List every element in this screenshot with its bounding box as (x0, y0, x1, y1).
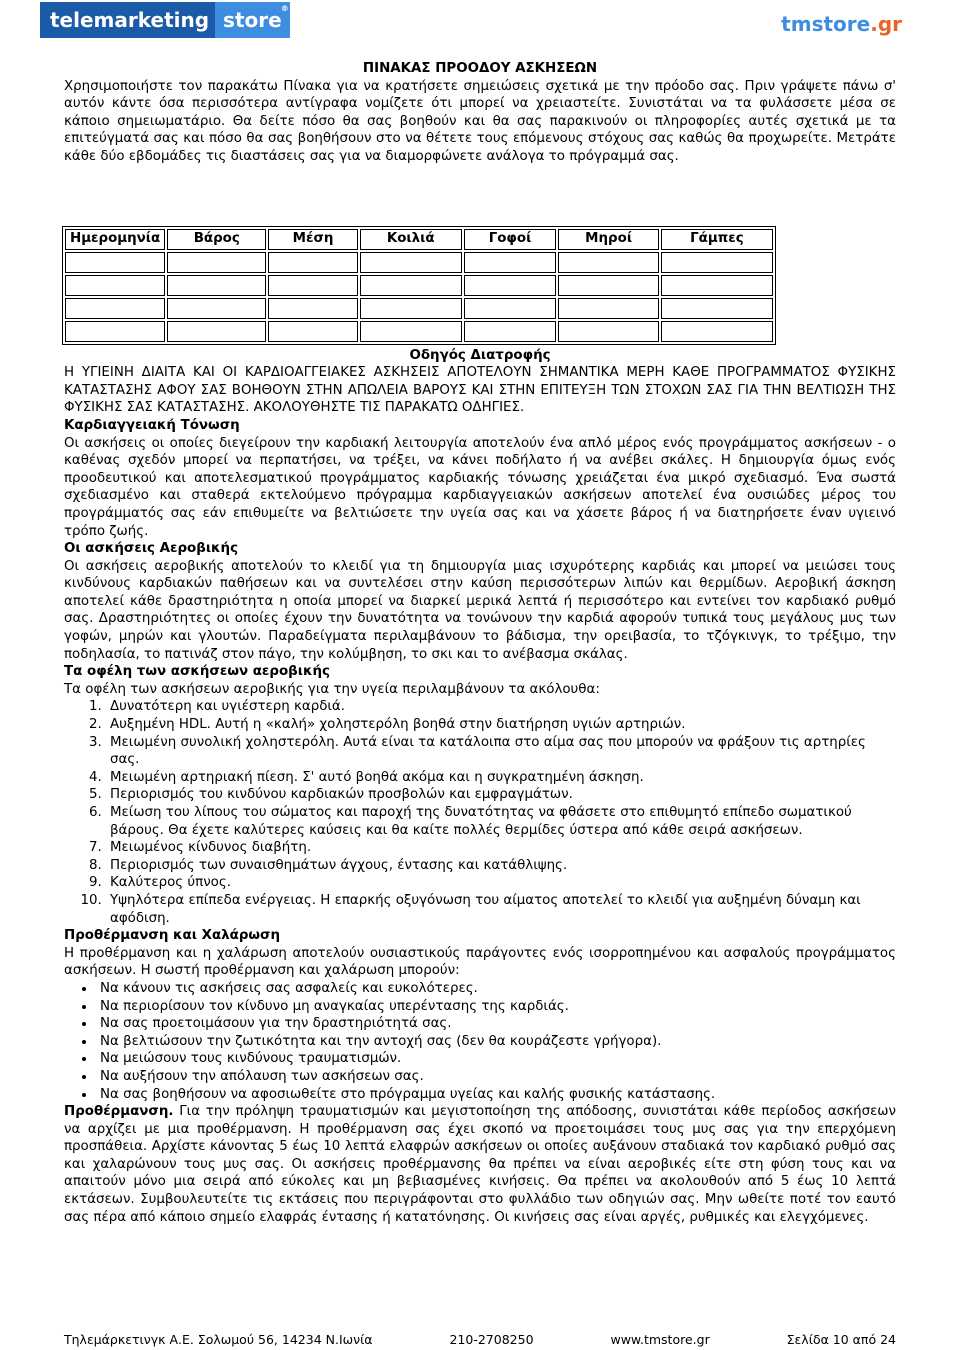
footer-website[interactable]: www.tmstore.gr (610, 1332, 710, 1347)
list-item: • Να σας βοηθήσουν να αφοσιωθείτε στο πρόγραμμα υγείας και καλής φυσικής κατάστασης. (96, 1086, 896, 1104)
document-body (64, 60, 896, 1226)
footer-company: Τηλεμάρκετινγκ Α.Ε. Σολωμού 56, 14234 Ν.Ιωνία (64, 1332, 373, 1347)
aerobic-heading: Οι ασκήσεις Αεροβικής (64, 541, 239, 557)
warmup-heading: Προθέρμανση και Χαλάρωση (64, 928, 281, 944)
col-belly: Κοιλιά (360, 229, 462, 250)
table-row (65, 252, 773, 273)
list-item: • Να κάνουν τις ασκήσεις σας ασφαλείς και ευκολότερες. (96, 980, 896, 998)
guide-title: Οδηγός Διατροφής (409, 347, 551, 363)
footer-page-number: Σελίδα 10 από 24 (786, 1332, 896, 1347)
table-cell[interactable] (558, 275, 658, 296)
list-item: 5. Περιορισμός του κινδύνου καρδιακών προσβολών και εμφραγμάτων. (106, 786, 896, 804)
col-date: Ημερομηνία (65, 229, 165, 250)
table-cell[interactable] (360, 298, 462, 319)
table-cell[interactable] (65, 298, 165, 319)
table-cell[interactable] (464, 298, 557, 319)
table-cell[interactable] (268, 321, 358, 342)
list-item: 9. Καλύτερος ύπνος. (106, 874, 896, 892)
list-item: 4. Μειωμένη αρτηριακή πίεση. Σ' αυτό βοηθά ακόμα και η συγκρατημένη άσκηση. (106, 769, 896, 787)
list-item: • Να σας προετοιμάσουν για την δραστηριότητά σας. (96, 1015, 896, 1033)
table-header-row (65, 229, 773, 250)
list-item: 7. Μειωμένος κίνδυνος διαβήτη. (106, 839, 896, 857)
list-item: • Να περιορίσουν τον κίνδυνο μη αναγκαίας υπερέντασης της καρδιάς. (96, 998, 896, 1016)
table-cell[interactable] (268, 252, 358, 273)
table-cell[interactable] (268, 298, 358, 319)
table-cell[interactable] (661, 321, 773, 342)
table-cell[interactable] (65, 252, 165, 273)
warmup-intro: Η προθέρμανση και η χαλάρωση αποτελούν ουσιαστικούς παράγοντες ενός ισορροπημένου και ασφαλούς προγράμματος ασκήσεων. Η σωστή προθέρμανση και χαλάρωση μπορούν: (64, 945, 896, 979)
footer-phone: 210-2708250 (449, 1332, 534, 1347)
cardio-heading: Καρδιαγγειακή Τόνωση (64, 417, 240, 433)
site-url-main: tmstore (781, 12, 871, 36)
col-hips: Γοφοί (464, 229, 557, 250)
table-cell[interactable] (558, 252, 658, 273)
list-item: • Να αυξήσουν την απόλαυση των ασκήσεων σας. (96, 1068, 896, 1086)
table-cell[interactable] (661, 298, 773, 319)
cardio-text: Οι ασκήσεις οι οποίες διεγείρουν την καρδιακή λειτουργία αποτελούν ένα απλό μέρος ενός προγράμματος ασκήσεων - ο καθένας σχεδόν μπορεί να περπατήσει, να τρέξει, να κάνει ποδήλατο ή να ανέβει σκάλες. Η δημιουργία όμως ενός προοδευτικού και αποτελεσματικού προγράμματος καρδιακής τόνωσης χρειάζεται ένα μικρό σχεδιασμό. Ένα σωστά σχεδιασμένο και σταθερά εκτελούμενο πρόγραμμα καρδιαγγειακών ασκήσεων αποτελεί ένα ουσιώδες μέρος του προγράμματός σας εάν επιθυμείτε να βελτιώσετε την υγεία σας και να χάσετε βάρος ή να διατηρήσετε έναν υγιεινό τρόπο ζωής. (64, 435, 896, 539)
benefits-intro: Τα οφέλη των ασκήσεων αεροβικής για την υγεία περιλαμβάνουν τα ακόλουθα: (64, 681, 600, 697)
list-item: 10. Υψηλότερα επίπεδα ενέργειας. Η επαρκής οξυγόνωση του αίματος αποτελεί το κλειδί για αυξημένη δύναμη και αφόδιση. (106, 892, 896, 927)
table-cell[interactable] (268, 275, 358, 296)
table-cell[interactable] (558, 321, 658, 342)
intro-paragraph: Χρησιμοποιήστε τον παρακάτω Πίνακα για να κρατήσετε σημειώσεις σχετικά με την πρόοδο σας. Πριν γράψετε πάνω σ' αυτόν κάντε όσα περισσότερα αντίγραφα νομίζετε ότι μπορεί να χρειαστείτε. Συνιστάται να τα φυλάσσετε μέσα σε κάποιο σημειωματάριο. Θα δείτε πόσο θα σας βοηθούν και θα σας παρακινούν οι πληροφορίες αυτές σχετικά με τα επιτεύγματά σας και πόσο θα σας βοηθήσουν στο να θέτετε τους επόμενους στόχους σας καθώς θα προχωρείτε. Μετράτε κάθε δύο εβδομάδες τις διαστάσεις σας για να διαμορφώνετε ανάλογα το πρόγραμμά σας. (64, 78, 896, 164)
page-footer (64, 1332, 896, 1347)
table-row (65, 298, 773, 319)
aerobic-text: Οι ασκήσεις αεροβικής αποτελούν το κλειδί για τη δημιουργία μιας ισχυρότερης καρδιάς και μπορεί να μειώσει τους κινδύνους καρδιακών παθήσεων και να συντελέσει στην καύση περισσότερων λιπών και θερμίδων. Αεροβική άσκηση αποτελεί κάθε δραστηριότητα η οποία μπορεί να διαρκεί μερικά λεπτά ή περισσότερο και εντείνει τον καρδιακό ρυθμό σας. Δραστηριότητες οι οποίες έχουν την δυνατότητα να τονώνουν την καρδιά αφορούν τυπικά τους μεγάλους μυς των γοφών, μηρών και γλουτών. Παραδείγματα περιλαμβάνουν το βάδισμα, την ορειβασία, το τζόγκινγκ, το τρέξιμο, την ποδηλασία, το πατινάζ στον πάγο, την κολύμβηση, το σκι και το ανέβασμα σκάλας. (64, 558, 896, 662)
list-item: 1. Δυνατότερη και υγιέστερη καρδιά. (106, 698, 896, 716)
guide-text: Η ΥΓΙΕΙΝΗ ΔΙΑΙΤΑ ΚΑΙ ΟΙ ΚΑΡΔΙΟΑΓΓΕΙΑΚΕΣ ΑΣΚΗΣΕΙΣ ΑΠΟΤΕΛΟΥΝ ΣΗΜΑΝΤΙΚΑ ΜΕΡΗ ΚΑΘΕ ΠΡΟΓΡΑΜΜΑΤΟΣ ΦΥΣΙΚΗΣ ΚΑΤΑΣΤΑΣΗΣ ΑΦΟΥ ΣΑΣ ΒΟΗΘΟΥΝ ΣΤΗΝ ΑΠΩΛΕΙΑ ΒΑΡΟΥΣ ΚΑΙ ΣΤΗΝ ΕΠΙΤΕΥΞΗ ΤΩΝ ΣΤΟΧΩΝ ΣΑΣ ΓΙΑ ΤΗΝ ΒΕΛΤΙΩΣΗ ΤΗΣ ΦΥΣΙΚΗΣ ΣΑΣ ΚΑΤΑΣΤΑΣΗΣ. ΑΚΟΛΟΥΘΗΣΤΕ ΤΙΣ ΠΑΡΑΚΑΤΩ ΟΔΗΓΙΕΣ. (64, 365, 896, 416)
table-cell[interactable] (360, 321, 462, 342)
logo-telemarketing: telemarketing (40, 2, 215, 38)
warmup-paragraph (64, 1103, 896, 1226)
page-title: ΠΙΝΑΚΑΣ ΠΡΟΟΔΟΥ ΑΣΚΗΣΕΩΝ (362, 61, 598, 76)
list-item: • Να βελτιώσουν την ζωτικότητα και την αντοχή σας (δεν θα κουράζεστε γρήγορα). (96, 1033, 896, 1051)
table-cell[interactable] (464, 275, 557, 296)
table-cell[interactable] (558, 298, 658, 319)
brand-logo (40, 2, 289, 38)
table-row (65, 275, 773, 296)
table-cell[interactable] (167, 275, 266, 296)
table-cell[interactable] (661, 252, 773, 273)
list-item: 6. Μείωση του λίπους του σώματος και παροχή της δυνατότητας να φθάσετε στο επιθυμητό επίπεδο σωματικού βάρους. Θα έχετε καλύτερες καύσεις και θα καίτε πολλές θερμίδες ύστερα από κάθε σειρά ασκήσεων. (106, 804, 896, 839)
table-cell[interactable] (65, 275, 165, 296)
table-cell[interactable] (167, 321, 266, 342)
list-item: • Να μειώσουν τους κινδύνους τραυματισμών. (96, 1050, 896, 1068)
logo-registered-mark: ® (280, 4, 289, 13)
table-cell[interactable] (464, 252, 557, 273)
table-cell[interactable] (65, 321, 165, 342)
benefits-list (64, 698, 896, 927)
table-cell[interactable] (360, 252, 462, 273)
list-item: 8. Περιορισμός των συναισθημάτων άγχους, έντασης και κατάθλιψης. (106, 857, 896, 875)
table-cell[interactable] (464, 321, 557, 342)
benefits-heading: Τα οφέλη των ασκήσεων αεροβικής (64, 664, 330, 680)
table-cell[interactable] (360, 275, 462, 296)
logo-store-text: store (223, 8, 282, 32)
logo-store (215, 2, 290, 38)
table-cell[interactable] (167, 298, 266, 319)
table-cell[interactable] (661, 275, 773, 296)
table-row (65, 321, 773, 342)
col-weight: Βάρος (167, 229, 266, 250)
col-calves: Γάμπες (661, 229, 773, 250)
warmup-text: Για την πρόληψη τραυματισμών και μεγιστοποίηση της απόδοσης, συνιστάται κάθε περίοδος ασκήσεων να αρχίζει με μια προθέρμανση. Η προθέρμανση σας έχει σκοπό να προετοιμάσει τους μυς σας για την επερχόμενη προσπάθεια. Αρχίστε κάνοντας 5 έως 10 λεπτά ελαφρών ασκήσεων οι οποίες αυξάνουν σταδιακά τον καρδιακό ρυθμό σας και χαλαρώνουν τους μυς σας. Οι ασκήσεις προθέρμανσης θα πρέπει να είναι αεροβικές είτε στη φύση τους και να απαιτούν μόνο μια σειρά από εύκολες και μη βεβιασμένες κινήσεις. Θα πρέπει να ακολουθούν από 5 έως 10 λεπτά εκτάσεων. Συμβουλευτείτε τις εκτάσεις που περιγράφονται στο φυλλάδιο των οδηγιών σας. Μην ωθείτε ποτέ τον εαυτό σας πέρα από κάποιο σημείο ελαφράς έντασης ή κατατόνησης. Οι κινήσεις σας είναι αργές, ρυθμικές και ελεγχόμενες. (64, 1104, 896, 1225)
progress-table (62, 226, 776, 345)
warmup-list (64, 980, 896, 1103)
table-cell[interactable] (167, 252, 266, 273)
col-waist: Μέση (268, 229, 358, 250)
list-item: 2. Αυξημένη HDL. Αυτή η «καλή» χοληστερόλη βοηθά στην διατήρηση υγιών αρτηριών. (106, 716, 896, 734)
site-url-header (781, 12, 902, 36)
warmup-label: Προθέρμανση. (64, 1104, 174, 1120)
col-thighs: Μηροί (558, 229, 658, 250)
list-item: 3. Μειωμένη συνολική χοληστερόλη. Αυτά είναι τα κατάλοιπα στο αίμα σας που μπορούν να φράξουν τις αρτηρίες σας. (106, 734, 896, 769)
site-url-tld: .gr (870, 12, 902, 36)
